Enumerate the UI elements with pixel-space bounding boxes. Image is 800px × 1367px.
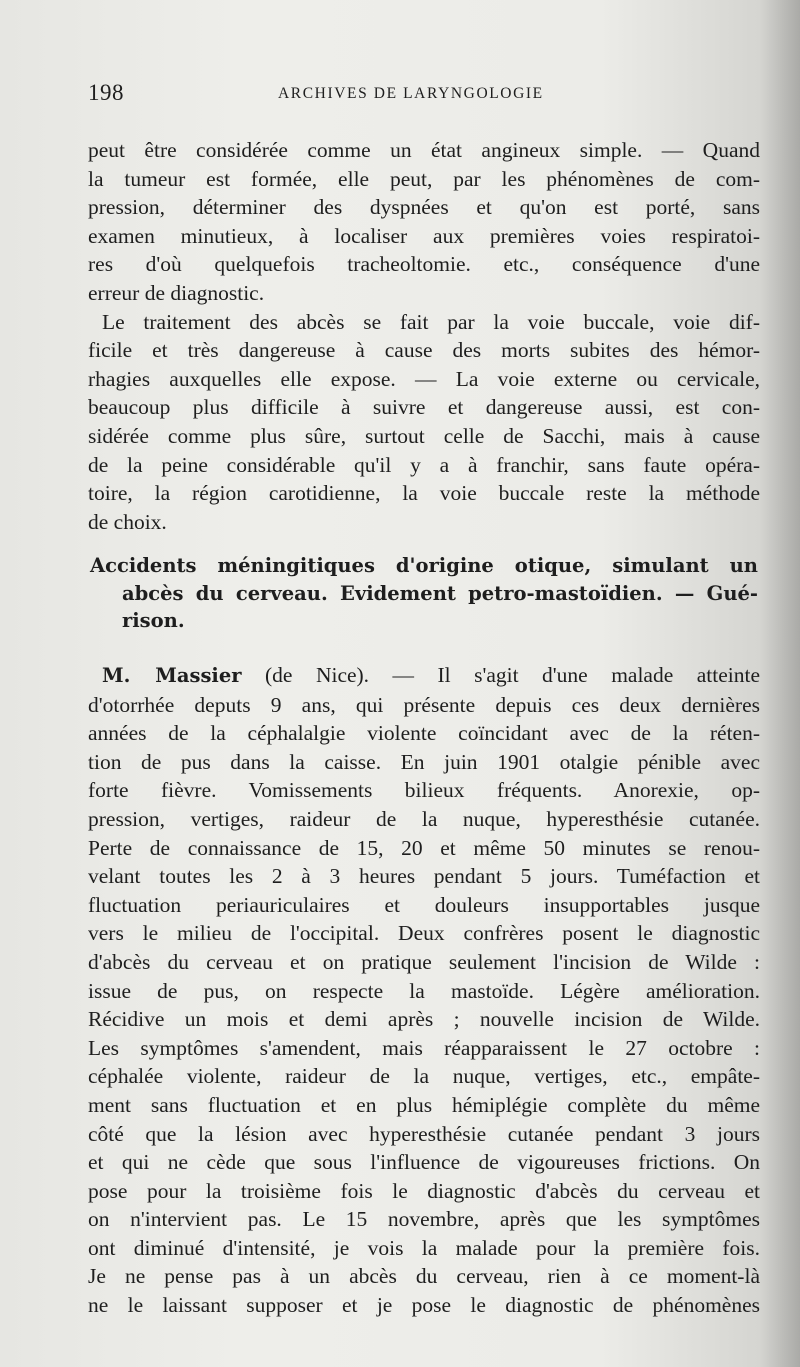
text-line: pression, déterminer des dyspnées et qu'on est porté, sans xyxy=(88,195,760,220)
running-title: ARCHIVES DE LARYNGOLOGIE xyxy=(278,85,544,102)
text-line: Perte de connaissance de 15, 20 et même 50 minutes se renou- xyxy=(88,835,760,860)
text-line: céphalée violente, raideur de la nuque, vertiges, etc., empâte- xyxy=(88,1064,760,1089)
case-first-line-text: (de Nice). — Il s'agit d'une malade atteinte xyxy=(265,663,761,687)
paragraph-treatment xyxy=(88,308,760,537)
text-line: pression, vertiges, raideur de la nuque, hyperesthésie cutanée. xyxy=(88,806,760,831)
text-line: années de la céphalalgie violente coïncidant avec de la réten- xyxy=(88,721,760,746)
text-line: côté que la lésion avec hyperesthésie cutanée pendant 3 jours xyxy=(88,1121,760,1146)
text-line: ficile et très dangereuse à cause des morts subites des hémor- xyxy=(88,338,760,363)
author-name: M. Massier xyxy=(102,664,242,687)
text-line: peut être considérée comme un état angineux simple. — Quand xyxy=(88,138,760,162)
text-line: tion de pus dans la caisse. En juin 1901 otalgie pénible avec xyxy=(88,749,760,774)
text-line: de la peine considérable qu'il y a à franchir, sans faute opéra- xyxy=(88,452,760,477)
text-line: Le traitement des abcès se fait par la voie buccale, voie dif- xyxy=(102,309,760,334)
text-line: la tumeur est formée, elle peut, par les phénomènes de com- xyxy=(88,166,760,191)
text-line: res d'où quelquefois tracheoltomie. etc., conséquence d'une xyxy=(88,252,760,277)
text-line: ont diminué d'intensité, je vois la malade pour la première fois. xyxy=(88,1235,760,1260)
heading-line: abcès du cerveau. Evidement petro-mastoïdien. — Gué- xyxy=(122,581,758,605)
text-line: beaucoup plus difficile à suivre et dangereuse aussi, est con- xyxy=(88,395,760,420)
body-text xyxy=(88,136,760,536)
case-paragraph xyxy=(88,661,760,1320)
page-header xyxy=(88,80,748,110)
text-line: on n'intervient pas. Le 15 novembre, après que les symptômes xyxy=(88,1207,760,1232)
text-line: vers le milieu de l'occipital. Deux confrères posent le diagnostic xyxy=(88,921,760,946)
text-line: Je ne pense pas à un abcès du cerveau, rien à ce moment-là xyxy=(88,1264,760,1289)
text-line: pose pour la troisième fois le diagnostic d'abcès du cerveau et xyxy=(88,1178,760,1203)
text-line: et qui ne cède que sous l'influence de vigoureuses frictions. On xyxy=(88,1150,760,1175)
text-line: de choix. xyxy=(88,509,167,534)
text-line: rhagies auxquelles elle expose. — La voie externe ou cervicale, xyxy=(88,366,760,391)
text-line: forte fièvre. Vomissements bilieux fréquents. Anorexie, op- xyxy=(88,778,760,803)
text-line: sidérée comme plus sûre, surtout celle de Sacchi, mais à cause xyxy=(88,423,760,448)
section-heading xyxy=(90,552,758,635)
text-line: d'otorrhée deputs 9 ans, qui présente depuis ces deux dernières xyxy=(88,692,760,717)
text-line: d'abcès du cerveau et on pratique seulement l'incision de Wilde : xyxy=(88,949,760,974)
heading-line: rison. xyxy=(122,609,185,632)
paragraph-continuation xyxy=(88,136,760,308)
text-line: ment sans fluctuation et en plus hémiplégie complète du même xyxy=(88,1092,760,1117)
page-number: 198 xyxy=(88,80,124,105)
heading-line: Accidents méningitiques d'origine otique, simulant un xyxy=(90,554,758,577)
case-first-line xyxy=(88,661,760,691)
text-line: Récidive un mois et demi après ; nouvelle incision de Wilde. xyxy=(88,1007,760,1032)
text-line: Les symptômes s'amendent, mais réapparaissent le 27 octobre : xyxy=(88,1035,760,1060)
text-line: fluctuation periauriculaires et douleurs insupportables jusque xyxy=(88,892,760,917)
text-line: examen minutieux, à localiser aux premières voies respiratoi- xyxy=(88,223,760,248)
text-line: toire, la région carotidienne, la voie buccale reste la méthode xyxy=(88,481,760,506)
case-report xyxy=(88,661,760,1320)
text-line: erreur de diagnostic. xyxy=(88,280,265,305)
text-line: issue de pus, on respecte la mastoïde. Légère amélioration. xyxy=(88,978,760,1003)
text-line: velant toutes les 2 à 3 heures pendant 5 jours. Tuméfaction et xyxy=(88,864,760,889)
text-line: ne le laissant supposer et je pose le diagnostic de phénomènes xyxy=(88,1293,760,1318)
